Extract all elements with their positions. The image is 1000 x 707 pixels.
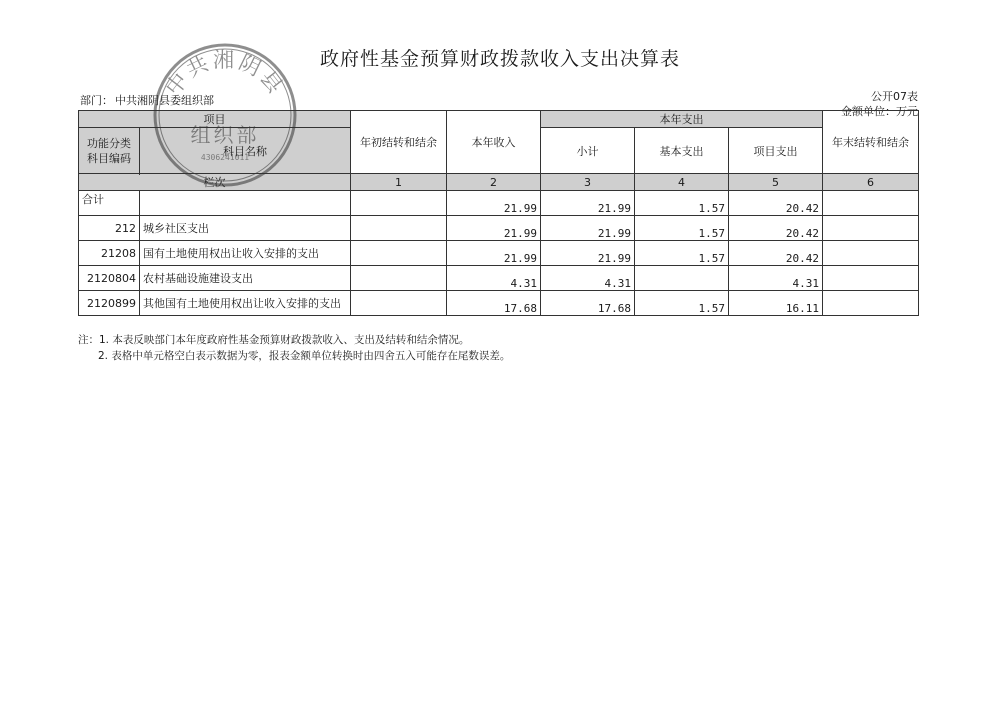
row-basic: 1.57 <box>635 241 729 266</box>
row-name: 其他国有土地使用权出让收入安排的支出 <box>140 291 351 316</box>
row-basic <box>635 266 729 291</box>
basic-expense-header: 基本支出 <box>635 128 729 174</box>
column-number-2: 2 <box>447 174 541 191</box>
table-row <box>79 266 919 291</box>
row-begin <box>351 291 447 316</box>
subject-name-header: 科目名称 <box>140 128 351 174</box>
table-row <box>79 191 919 216</box>
row-end <box>823 241 919 266</box>
row-end <box>823 266 919 291</box>
amount-unit: 金额单位：万元 <box>841 105 918 118</box>
project-expense-header: 项目支出 <box>729 128 823 174</box>
report-title: 政府性基金预算财政拨款收入支出决算表 <box>319 48 680 70</box>
income-header: 本年收入 <box>447 111 541 174</box>
row-name: 城乡社区支出 <box>140 216 351 241</box>
row-project: 20.42 <box>729 241 823 266</box>
row-end <box>823 291 919 316</box>
notes <box>78 332 510 364</box>
row-code: 21208 <box>79 241 140 266</box>
department-line <box>80 92 214 108</box>
svg-text:4306241011: 4306241011 <box>200 153 250 162</box>
row-income: 21.99 <box>447 241 541 266</box>
row-income: 17.68 <box>447 291 541 316</box>
column-row-label: 栏次 <box>79 174 351 191</box>
column-number-1: 1 <box>351 174 447 191</box>
department-label: 部门： <box>80 94 113 107</box>
row-basic: 1.57 <box>635 216 729 241</box>
row-subtotal: 17.68 <box>541 291 635 316</box>
row-end <box>823 191 919 216</box>
row-subtotal: 21.99 <box>541 241 635 266</box>
table-row <box>79 216 919 241</box>
column-number-3: 3 <box>541 174 635 191</box>
note-2: 2. 表格中单元格空白表示数据为零，报表金额单位转换时由四舍五入可能存在尾数误差。 <box>98 350 511 362</box>
row-begin <box>351 241 447 266</box>
form-number: 公开07表 <box>871 90 918 103</box>
expense-group-header: 本年支出 <box>541 111 823 128</box>
row-subtotal: 21.99 <box>541 216 635 241</box>
project-header: 项目 <box>79 111 351 128</box>
begin-balance-header: 年初结转和结余 <box>351 111 447 174</box>
func-code-line1: 功能分类 <box>87 136 131 150</box>
end-balance-header: 年末结转和结余 <box>823 111 919 174</box>
row-subtotal: 21.99 <box>541 191 635 216</box>
note-1: 注：1. 本表反映部门本年度政府性基金预算财政拨款收入、支出及结转和结余情况。 <box>78 334 470 346</box>
row-basic: 1.57 <box>635 191 729 216</box>
row-begin <box>351 216 447 241</box>
row-project: 16.11 <box>729 291 823 316</box>
fund-table <box>78 110 919 316</box>
row-code: 2120899 <box>79 291 140 316</box>
row-end <box>823 216 919 241</box>
row-subtotal: 4.31 <box>541 266 635 291</box>
row-basic: 1.57 <box>635 291 729 316</box>
func-code-header <box>79 128 140 174</box>
row-name: 农村基础设施建设支出 <box>140 266 351 291</box>
column-number-4: 4 <box>635 174 729 191</box>
row-project: 4.31 <box>729 266 823 291</box>
subtotal-header: 小计 <box>541 128 635 174</box>
row-income: 21.99 <box>447 191 541 216</box>
row-income: 4.31 <box>447 266 541 291</box>
row-begin <box>351 191 447 216</box>
row-code: 2120804 <box>79 266 140 291</box>
func-code-line2: 科目编码 <box>87 151 131 165</box>
table-row <box>79 291 919 316</box>
row-code: 合计 <box>79 191 140 216</box>
row-code: 212 <box>79 216 140 241</box>
table-row <box>79 241 919 266</box>
row-name <box>140 191 351 216</box>
row-income: 21.99 <box>447 216 541 241</box>
row-name: 国有土地使用权出让收入安排的支出 <box>140 241 351 266</box>
column-number-6: 6 <box>823 174 919 191</box>
department-name: 中共湘阴县委组织部 <box>115 94 214 107</box>
column-number-5: 5 <box>729 174 823 191</box>
svg-text:中共湘阴县: 中共湘阴县 <box>160 48 290 100</box>
row-begin <box>351 266 447 291</box>
row-project: 20.42 <box>729 216 823 241</box>
svg-text:组织部: 组织部 <box>190 123 260 147</box>
row-project: 20.42 <box>729 191 823 216</box>
